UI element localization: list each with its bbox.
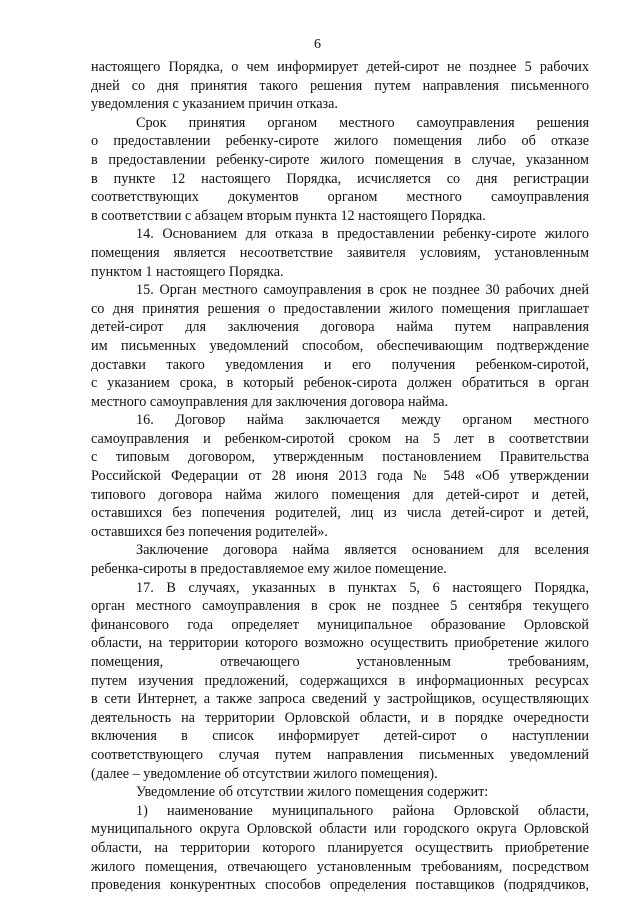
text-line: помещения является несоответствие заявителя условиям, установленным [91, 244, 589, 261]
text-line: настоящего Порядка, о чем информирует детей-сирот не позднее 5 рабочих [91, 59, 589, 75]
text-line: самоуправления и ребенком-сиротой сроком на 5 лет в соответствии [91, 430, 589, 447]
text-line: помещения, отвечающего установленным требованиям, [91, 654, 589, 670]
text-line: детей-сирот для заключения договора найма путем направления [91, 319, 589, 336]
text-line: уведомления с указанием причин отказа. [91, 96, 338, 113]
text-line: путем изучения предложений, содержащихся в информационных ресурсах [91, 672, 589, 689]
text-line: дней со дня принятия такого решения путем направления письменного [91, 77, 589, 94]
text-line: в пункте 12 настоящего Порядка, исчисляется со дня регистрации [91, 170, 589, 187]
text-line: области, на территории которого планируется осуществить приобретение [91, 839, 589, 856]
text-line: в сети Интернет, а также запроса сведений у застройщиков, осуществляющих [91, 691, 589, 708]
text-line: области, на территории которого возможно осуществить приобретение жилого [91, 635, 589, 652]
text-line: с указанием срока, в который ребенок-сирота должен обратиться в орган [91, 375, 589, 392]
text-line: проведения конкурентных способов определения поставщиков (подрядчиков, [91, 877, 589, 894]
text-line: муниципального округа Орловской области или городского округа Орловской [91, 821, 589, 838]
text-line: доставки такого уведомления и его получения ребенком-сиротой, [91, 356, 589, 373]
text-line: оставшихся без попечения родителей, лиц из числа детей-сирот и детей, [91, 505, 589, 522]
text-line: о предоставлении ребенку-сироте жилого помещения либо об отказе [91, 133, 589, 150]
text-line: со дня принятия решения о предоставлении жилого помещения приглашает [91, 300, 589, 317]
text-line: оставшихся без попечения родителей». [91, 523, 328, 540]
page-number: 6 [314, 37, 321, 52]
text-line: 1) наименование муниципального района Орловской области, [136, 802, 589, 819]
text-line: орган местного самоуправления в срок не позднее 5 сентября текущего [91, 598, 589, 615]
text-line: пунктом 1 настоящего Порядка. [91, 263, 284, 280]
text-line: 17. В случаях, указанных в пунктах 5, 6 настоящего Порядка, [136, 579, 589, 596]
text-line: 16. Договор найма заключается между органом местного [136, 412, 589, 429]
text-line: в соответствии с абзацем вторым пункта 12 настоящего Порядка. [91, 207, 486, 224]
text-line: местного самоуправления для заключения договора найма. [91, 393, 449, 410]
text-line: Срок принятия органом местного самоуправления решения [136, 114, 589, 131]
text-line: Российской Федерации от 28 июня 2013 года № 548 «Об утверждении [91, 468, 589, 485]
text-line: им письменных уведомлений способом, обеспечивающим подтверждение [91, 337, 589, 354]
text-line: с типовым договором, утвержденным постановлением Правительства [91, 449, 589, 466]
text-line: 15. Орган местного самоуправления в срок не позднее 30 рабочих дней [136, 282, 589, 299]
text-line: в предоставлении ребенку-сироте жилого помещения в случае, указанном [91, 151, 589, 168]
text-line: типового договора найма жилого помещения для детей-сирот и детей, [91, 486, 589, 503]
text-line: (далее – уведомление об отсутствии жилого помещения). [91, 765, 438, 782]
text-line: финансового года определяет муниципальное образование Орловской [91, 616, 589, 633]
text-line: деятельность на территории Орловской области, и в порядке очередности [91, 709, 589, 726]
text-line: соответствующих документов органом местного самоуправления [91, 189, 589, 206]
text-line: жилого помещения, отвечающего установленным требованиям, посредством [91, 858, 589, 875]
text-line: Заключение договора найма является основанием для вселения [136, 542, 589, 559]
document-body [91, 58, 589, 895]
text-line: ребенка-сироты в предоставляемое ему жилое помещение. [91, 561, 447, 578]
text-line: Уведомление об отсутствии жилого помещения содержит: [136, 784, 489, 801]
text-line: включения в список информирует детей-сирот о наступлении [91, 728, 589, 745]
text-line: 14. Основанием для отказа в предоставлении ребенку-сироте жилого [136, 226, 589, 243]
text-line: соответствующего случая путем направления письменных уведомлений [91, 746, 589, 763]
